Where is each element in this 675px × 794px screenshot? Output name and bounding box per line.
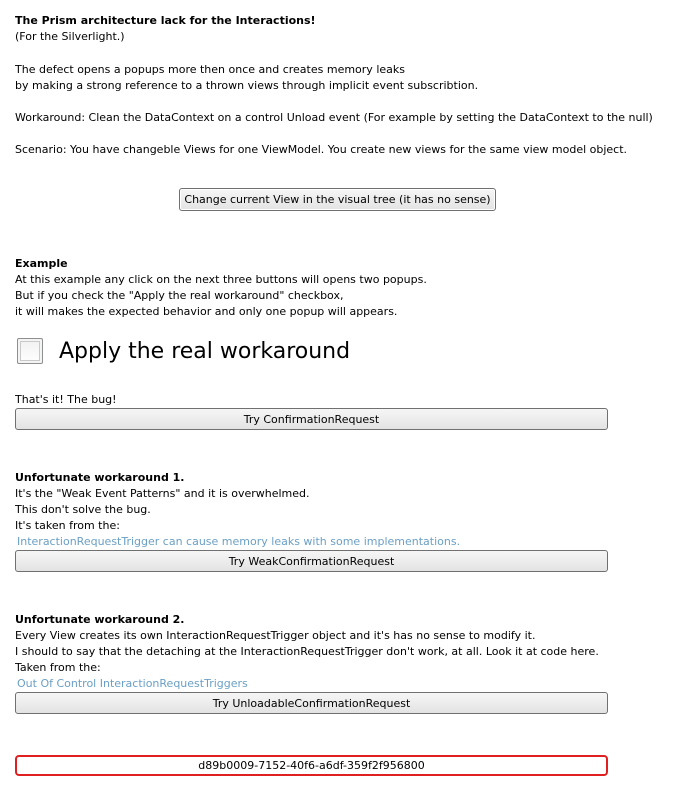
instance-id-value: d89b0009-7152-40f6-a6df-359f2f956800 — [198, 759, 425, 772]
workaround1-title: Unfortunate workaround 1. — [15, 471, 185, 484]
try-confirmation-request-button[interactable]: Try ConfirmationRequest — [15, 408, 608, 430]
workaround1-text-line2: This don't solve the bug. — [15, 503, 151, 516]
workaround1-text-line1: It's the "Weak Event Patterns" and it is overwhelmed. — [15, 487, 310, 500]
try-unloadable-confirmation-request-button[interactable]: Try UnloadableConfirmationRequest — [15, 692, 608, 714]
workaround1-text-line3: It's taken from the: — [15, 519, 120, 532]
example-text-line3: it will makes the expected behavior and only one popup will appears. — [15, 305, 398, 318]
instance-id-box — [15, 755, 608, 776]
change-view-button[interactable]: Change current View in the visual tree (it has no sense) — [179, 188, 496, 211]
example-text-line1: At this example any click on the next three buttons will opens two popups. — [15, 273, 427, 286]
defect-text-line1: The defect opens a popups more then once and creates memory leaks — [15, 63, 405, 76]
workaround2-text-line2: I should to say that the detaching at the InteractionRequestTrigger don't work, at all. Look it at code here. — [15, 645, 599, 658]
workaround2-title: Unfortunate workaround 2. — [15, 613, 185, 626]
workaround1-link[interactable]: InteractionRequestTrigger can cause memory leaks with some implementations. — [17, 535, 461, 548]
page-title: The Prism architecture lack for the Interactions! — [15, 14, 316, 27]
example-text-line2: But if you check the "Apply the real workaround" checkbox, — [15, 289, 344, 302]
apply-workaround-label[interactable]: Apply the real workaround — [59, 339, 351, 364]
workaround2-link[interactable]: Out Of Control InteractionRequestTriggers — [17, 677, 248, 690]
page-subtitle: (For the Silverlight.) — [15, 30, 125, 43]
workaround-text: Workaround: Clean the DataContext on a control Unload event (For example by setting the DataContext to the null) — [15, 111, 653, 124]
scenario-text: Scenario: You have changeble Views for one ViewModel. You create new views for the same view model object. — [15, 143, 628, 156]
apply-workaround-checkbox[interactable] — [17, 338, 43, 364]
try-weak-confirmation-request-button[interactable]: Try WeakConfirmationRequest — [15, 550, 608, 572]
workaround2-text-line3: Taken from the: — [15, 661, 101, 674]
example-title: Example — [15, 257, 68, 270]
defect-text-line2: by making a strong reference to a thrown views through implicit event subscribtion. — [15, 79, 479, 92]
workaround2-text-line1: Every View creates its own InteractionRequestTrigger object and it's has no sense to modify it. — [15, 629, 536, 642]
bug-text: That's it! The bug! — [15, 393, 117, 406]
